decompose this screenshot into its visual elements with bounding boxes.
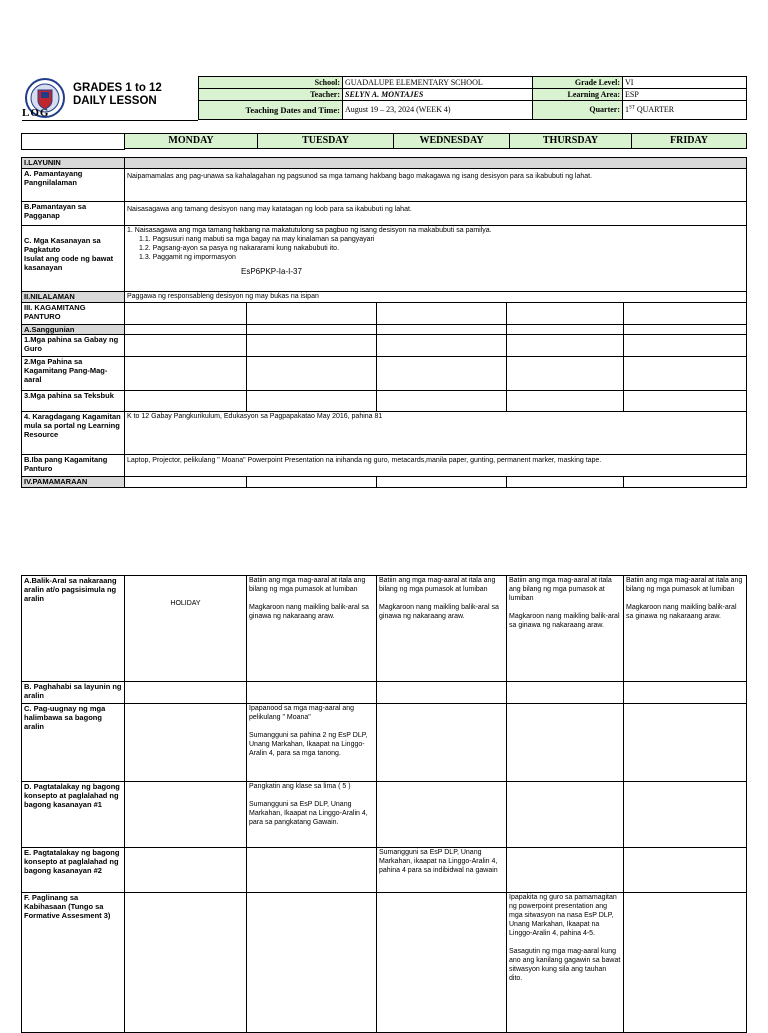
day-monday: MONDAY (125, 134, 258, 149)
balik-aral-thursday: Batiin ang mga mag-aaral at itala ang bilang ng mga pumasok at lumiban Magkaroon nang maikling balik-aral sa ginawa ng nakaraang araw. (507, 576, 624, 682)
sanggunian-label: A.Sanggunian (22, 325, 125, 335)
kasanayan-sub-1: 1.1. Pagsusuri nang mabuti sa mga bagay na may kinalaman sa pangyayari (139, 236, 375, 243)
pagtatalakay-2-wednesday: Sumangguni sa EsP DLP, Unang Markahan, ikaapat na Linggo-Aralin 4, pahina 4 para sa indibidwal na gawain (377, 848, 507, 893)
pagtatalakay-1-label: D. Pagtatalakay ng bagong konsepto at paglalahad ng bagong kasanayan #1 (22, 782, 125, 848)
pamantayan-pagganap-label: B.Pamantayan sa Pagganap (22, 202, 125, 226)
iba-pang-kagamitan-text: Laptop, Projector, pelikulang " Moana" Powerpoint Presentation na inihanda ng guro, metacards,manila paper, gunting, permanent marker, masking tape. (125, 455, 747, 477)
nilalaman-label: II.NILALAMAN (22, 292, 125, 303)
kasanayan-main: 1. Naisasagawa ang mga tamang hakbang na makatutulong sa pagbuo ng isang desisyon na makabubuti sa pamilya. (127, 227, 492, 234)
paghahabi-label: B. Paghahabi sa layunin ng aralin (22, 682, 125, 704)
paglinang-thursday: Ipapakita ng guro sa pamamagitan ng powerpoint presentation ang mga sitwasyon na nasa EsP DLP, Unang Markahan, Ikaapat na Linggo-Aralin 4, pahina 4-5. Sasagutin ng mga mag-aaral kung ano ang kanilang gagawin sa bawat sitwasyon kung sila ang tauhan dito. (507, 893, 624, 1033)
quarter-suffix: ST (629, 105, 635, 111)
grade-value: VI (623, 77, 747, 89)
quarter-label: Quarter: (533, 101, 623, 120)
pagtatalakay-2-label: E. Pagtatalakay ng bagong konsepto at paglalahad ng bagong kasanayan #2 (22, 848, 125, 893)
kasanayan-code: EsP6PKP-Ia-I-37 (241, 267, 302, 276)
kasanayan-label: C. Mga Kasanayan sa Pagkatuto Isulat ang code ng bawat kasanayan (22, 226, 125, 292)
logo-underline (22, 120, 198, 121)
balik-aral-label: A.Balik-Aral sa nakaraang aralin at/o pagsisimula ng aralin (22, 576, 125, 682)
balik-aral-wednesday: Batiin ang mga mag-aaral at itala ang bilang ng mga pumasok at lumiban Magkaroon nang maikling balik-aral sa ginawa ng nakaraang araw. (377, 576, 507, 682)
balik-aral-tuesday: Batiin ang mga mag-aaral at itala ang bilang ng mga pumasok at lumiban Magkaroon nang maikling balik-aral sa ginawa ng nakaraang araw. (247, 576, 377, 682)
monday-holiday: HOLIDAY (125, 576, 247, 682)
pag-uugnay-tuesday: Ipapanood sa mga mag-aaral ang pelikulang " Moana" Sumangguni sa pahina 2 ng EsP DLP, Unang Markahan, Ikaapat na Linggo-Aralin 4, para sa mga tanong. (247, 704, 377, 782)
pamantayang-pangnilalaman-label: A. Pamantayang Pangnilalaman (22, 169, 125, 202)
day-tuesday: TUESDAY (258, 134, 394, 149)
iba-pang-kagamitan-label: B.Iba pang Kagamitang Panturo (22, 455, 125, 477)
day-wednesday: WEDNESDAY (394, 134, 510, 149)
day-friday: FRIDAY (632, 134, 747, 149)
header-info-table (198, 76, 747, 120)
quarter-number: 1 (625, 105, 629, 114)
day-thursday: THURSDAY (510, 134, 632, 149)
area-label: Learning Area: (533, 89, 623, 101)
gabay-ng-guro-label: 1.Mga pahina sa Gabay ng Guro (22, 335, 125, 357)
layunin-heading: I.LAYUNIN (22, 158, 125, 169)
quarter-word: QUARTER (636, 105, 675, 114)
teacher-label: Teacher: (199, 89, 343, 101)
quarter-value (623, 101, 747, 120)
lesson-objectives-table (21, 157, 747, 488)
pamamaraan-heading: IV.PAMAMARAAN (22, 477, 125, 488)
teksbuk-label: 3.Mga pahina sa Teksbuk (22, 391, 125, 412)
title-line-2: DAILY LESSON (73, 95, 157, 107)
area-value: ESP (623, 89, 747, 101)
pang-mag-aaral-label: 2.Mga Pahina sa Kagamitang Pang-Mag-aaral (22, 357, 125, 391)
procedure-table (21, 575, 747, 1033)
pagtatalakay-1-tuesday: Pangkatin ang klase sa lima ( 5 ) Sumangguni sa EsP DLP, Unang Markahan, Ikaapat na Linggo-Aralin 4, para sa pangkatang Gawain. (247, 782, 377, 848)
learning-resource-text: K to 12 Gabay Pangkurikulum, Edukasyon sa Pagpapakatao May 2016, pahina 81 (125, 412, 747, 455)
pamantayan-pagganap-text: Naisasagawa ang tamang desisyon nang may katatagan ng loob para sa ikabubuti ng lahat. (125, 202, 747, 226)
grade-label: Grade Level: (533, 77, 623, 89)
nilalaman-text: Paggawa ng responsableng desisyon ng may bukas na isipan (125, 292, 747, 303)
school-label: School: (199, 77, 343, 89)
kagamitang-panturo-label: III. KAGAMITANG PANTURO (22, 303, 125, 325)
kasanayan-sub-3: 1.3. Paggamit ng impormasyon (139, 254, 236, 261)
pamantayang-pangnilalaman-text: Naipamamalas ang pag-unawa sa kahalagahan ng pagsunod sa mga tamang hakbang bago makagawa ng isang desisyon para sa ikabubuti ng lahat. (125, 169, 747, 202)
teacher-value: SELYN A. MONTAJES (343, 89, 533, 101)
learning-resource-label: 4. Karagdagang Kagamitan mula sa portal ng Learning Resource (22, 412, 125, 455)
title-line-1: GRADES 1 to 12 (73, 82, 162, 94)
days-header-row (124, 133, 747, 149)
dates-label: Teaching Dates and Time: (199, 101, 343, 120)
dates-value: August 19 – 23, 2024 (WEEK 4) (343, 101, 533, 120)
pag-uugnay-label: C. Pag-uugnay ng mga halimbawa sa bagong aralin (22, 704, 125, 782)
kasanayan-sub-2: 1.2. Pagsang-ayon sa pasya ng nakararami kung nakabubuti ito. (139, 245, 340, 252)
paglinang-label: F. Paglinang sa Kabihasaan (Tungo sa Formative Assesment 3) (22, 893, 125, 1033)
balik-aral-friday: Batiin ang mga mag-aaral at itala ang bilang ng mga pumasok at lumiban Magkaroon nang maikling balik-aral sa ginawa ng nakaraang araw. (624, 576, 747, 682)
school-value: GUADALUPE ELEMENTARY SCHOOL (343, 77, 533, 89)
days-row-left-cell (21, 133, 125, 150)
logo-text: LOG (22, 107, 50, 119)
kasanayan-cell (125, 226, 747, 292)
